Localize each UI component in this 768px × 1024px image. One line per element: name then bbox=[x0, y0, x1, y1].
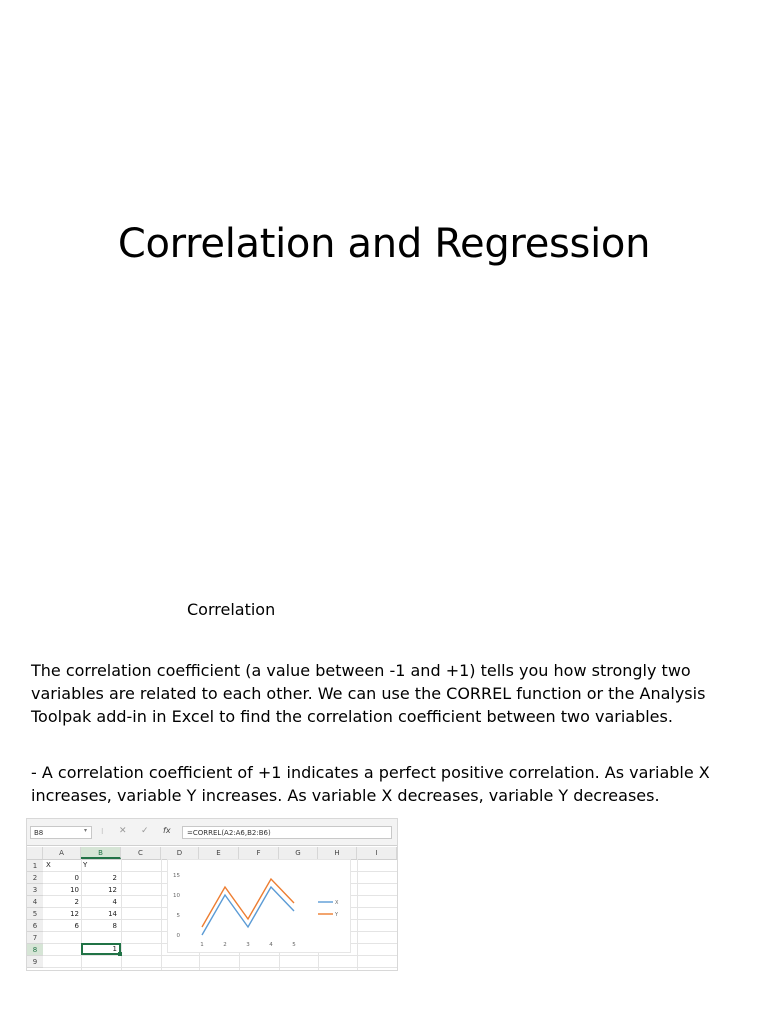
series-line-y bbox=[202, 879, 294, 927]
series-line-x bbox=[202, 887, 294, 935]
y-value-cell[interactable]: 4 bbox=[112, 898, 117, 906]
column-header-b[interactable]: B bbox=[81, 847, 121, 859]
y-tick-label: 10 bbox=[173, 893, 180, 899]
x-value-cell[interactable]: 0 bbox=[74, 874, 79, 882]
x-tick-label: 5 bbox=[292, 942, 296, 948]
paragraph-correlation-coefficient: The correlation coefficient (a value between -1 and +1) tells you how strongly two variables are related to each other. We can use the CORREL function or the Analysis Toolpak add-in in Excel to find the correlation coefficient between two variables. bbox=[31, 661, 706, 726]
name-box[interactable]: B8 bbox=[30, 826, 92, 839]
row-header-4[interactable]: 4 bbox=[27, 896, 43, 908]
row-header-7[interactable]: 7 bbox=[27, 932, 43, 944]
column-header-e[interactable]: E bbox=[199, 847, 239, 859]
y-tick-label: 15 bbox=[173, 873, 180, 879]
insert-function-icon[interactable]: fx bbox=[163, 826, 171, 835]
row-header-1[interactable]: 1 bbox=[27, 860, 43, 872]
fill-handle[interactable] bbox=[118, 952, 122, 956]
select-all-corner[interactable] bbox=[27, 847, 43, 859]
y-value-cell[interactable]: 14 bbox=[108, 910, 117, 918]
grid-line bbox=[43, 955, 397, 956]
y-tick-label: 0 bbox=[176, 933, 180, 939]
column-header-g[interactable]: G bbox=[279, 847, 318, 859]
cancel-icon[interactable]: ✕ bbox=[119, 826, 127, 836]
formula-bar-separator: ⁝ bbox=[101, 827, 104, 836]
slide-title: Correlation and Regression bbox=[117, 221, 651, 267]
formula-bar bbox=[27, 819, 397, 846]
header-x-cell[interactable]: X bbox=[46, 861, 51, 869]
row-header-3[interactable]: 3 bbox=[27, 884, 43, 896]
column-header-c[interactable]: C bbox=[121, 847, 161, 859]
column-header-d[interactable]: D bbox=[161, 847, 199, 859]
x-value-cell[interactable]: 10 bbox=[70, 886, 79, 894]
x-value-cell[interactable]: 2 bbox=[74, 898, 79, 906]
y-value-cell[interactable]: 2 bbox=[112, 874, 117, 882]
x-tick-label: 4 bbox=[269, 942, 273, 948]
section-heading: Correlation bbox=[187, 600, 276, 619]
y-value-cell[interactable]: 8 bbox=[112, 922, 117, 930]
paragraph-positive-correlation: - A correlation coefficient of +1 indicates a perfect positive correlation. As variable X increases, variable Y increases. As variable X decreases, variable Y decreases. bbox=[31, 763, 710, 805]
column-header-f[interactable]: F bbox=[239, 847, 279, 859]
legend-label-x: X bbox=[335, 900, 339, 906]
grid-line bbox=[161, 859, 162, 970]
y-tick-label: 5 bbox=[176, 913, 180, 919]
chevron-down-icon[interactable]: ▾ bbox=[84, 827, 88, 834]
column-header-a[interactable]: A bbox=[43, 847, 81, 859]
row-header-9[interactable]: 9 bbox=[27, 956, 43, 968]
grid-line bbox=[357, 859, 358, 970]
row-header-2[interactable]: 2 bbox=[27, 872, 43, 884]
x-value-cell[interactable]: 12 bbox=[70, 910, 79, 918]
x-tick-label: 3 bbox=[246, 942, 250, 948]
legend-label-y: Y bbox=[335, 912, 339, 918]
row-header-6[interactable]: 6 bbox=[27, 920, 43, 932]
excel-screenshot bbox=[26, 818, 398, 971]
grid-line bbox=[43, 967, 397, 968]
column-header-i[interactable]: I bbox=[357, 847, 397, 859]
line-chart[interactable] bbox=[167, 859, 351, 953]
enter-icon[interactable]: ✓ bbox=[141, 826, 149, 836]
result-cell[interactable]: 1 bbox=[112, 945, 117, 953]
row-header-5[interactable]: 5 bbox=[27, 908, 43, 920]
x-value-cell[interactable]: 6 bbox=[74, 922, 79, 930]
x-tick-label: 2 bbox=[223, 942, 227, 948]
header-y-cell[interactable]: Y bbox=[83, 861, 88, 869]
formula-input[interactable]: =CORREL(A2:A6,B2:B6) bbox=[182, 826, 392, 839]
y-value-cell[interactable]: 12 bbox=[108, 886, 117, 894]
row-header-8[interactable]: 8 bbox=[27, 944, 43, 956]
column-header-h[interactable]: H bbox=[318, 847, 357, 859]
grid-line bbox=[397, 859, 398, 970]
x-tick-label: 1 bbox=[200, 942, 204, 948]
